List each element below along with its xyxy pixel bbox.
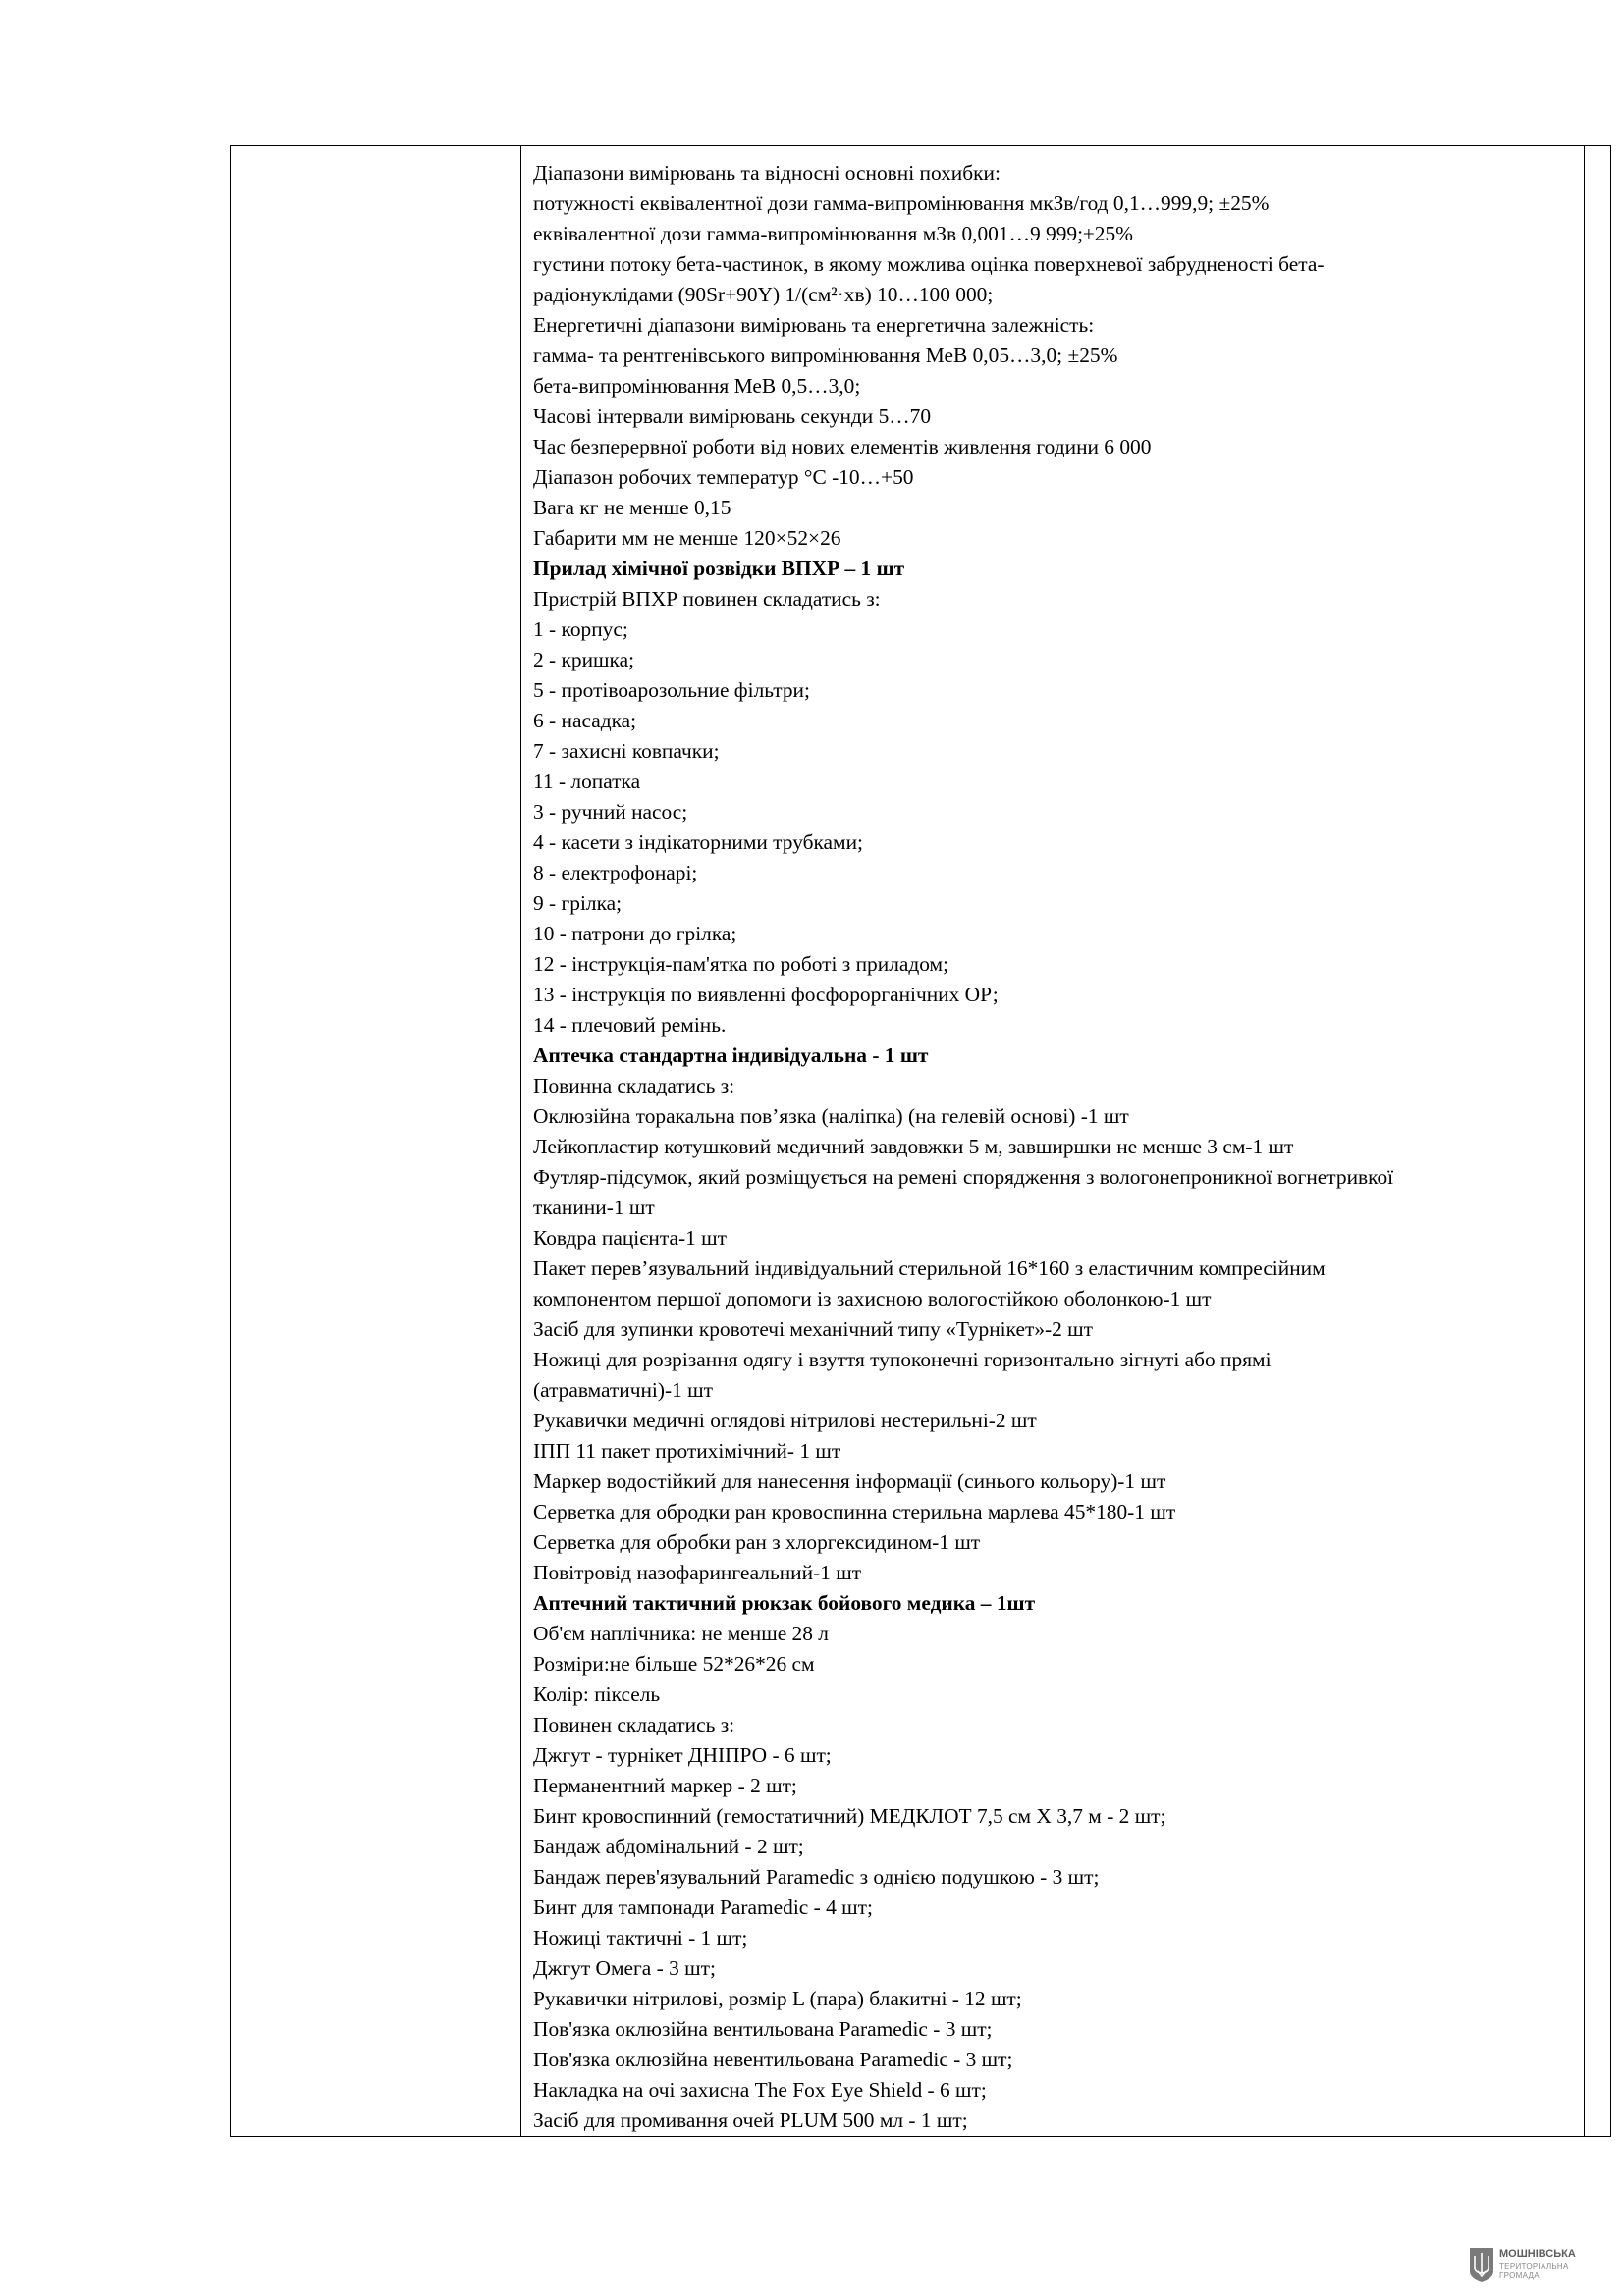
- specification-cell: [521, 146, 1585, 2137]
- text-line: Оклюзійна торакальна пов’язка (наліпка) (на гелевій основі) -1 шт: [533, 1104, 1129, 1128]
- text-line: 4 - касети з індікаторними трубками;: [533, 830, 863, 854]
- section-heading: Прилад хімічної розвідки ВПХР – 1 шт: [533, 557, 905, 580]
- table-row: [231, 146, 1611, 2137]
- text-line: Бинт для тампонади Paramedic - 4 шт;: [533, 1896, 873, 1919]
- text-line: Накладка на очі захисна The Fox Eye Shield - 6 шт;: [533, 2078, 987, 2102]
- text-line: Об'єм наплічника: не менше 28 л: [533, 1622, 829, 1645]
- item-name-cell: [231, 146, 521, 2137]
- text-line: Бинт кровоспинний (гемостатичний) МЕДКЛОТ 7,5 см Х 3,7 м - 2 шт;: [533, 1804, 1166, 1828]
- text-line: Бандаж абдомінальний - 2 шт;: [533, 1835, 804, 1858]
- text-line: Рукавички нітрилові, розмір L (пара) блакитні - 12 шт;: [533, 1987, 1022, 2010]
- section-heading: Аптечка стандартна індивідуальна - 1 шт: [533, 1043, 929, 1067]
- text-line: 12 - інструкція-пам'ятка по роботі з приладом;: [533, 952, 949, 976]
- text-line: Повинна складатись з:: [533, 1074, 735, 1097]
- text-line: (атравматичні)-1 шт: [533, 1378, 713, 1402]
- text-line: Серветка для обробки ран з хлоргексидином-1 шт: [533, 1530, 981, 1554]
- text-line: Діапазон робочих температур °С -10…+50: [533, 465, 914, 489]
- text-line: Пристрій ВПХР повинен складатись з:: [533, 587, 881, 611]
- text-line: еквівалентної дози гамма-випромінювання мЗв 0,001…9 999;±25%: [533, 222, 1133, 245]
- text-line: 13 - інструкція по виявленні фосфорорганічних ОР;: [533, 983, 999, 1006]
- text-line: Енергетичні діапазони вимірювань та енергетична залежність:: [533, 313, 1095, 337]
- section-heading: Аптечний тактичний рюкзак бойового медика – 1шт: [533, 1591, 1036, 1615]
- text-line: 5 - протівоарозольние фільтри;: [533, 678, 810, 702]
- text-line: гамма- та рентгенівського випромінювання МеВ 0,05…3,0; ±25%: [533, 344, 1118, 367]
- text-line: Засіб для зупинки кровотечі механічний типу «Турнікет»-2 шт: [533, 1317, 1093, 1341]
- text-line: Повітровід назофарингеальний-1 шт: [533, 1561, 862, 1584]
- text-line: Повинен складатись з:: [533, 1713, 735, 1736]
- text-line: Ножиці тактичні - 1 шт;: [533, 1926, 748, 1949]
- text-line: Джгут Омега - 3 шт;: [533, 1956, 716, 1980]
- text-line: Засіб для промивання очей PLUM 500 мл - 1 шт;: [533, 2109, 968, 2132]
- text-line: Колір: піксель: [533, 1682, 661, 1706]
- logo-title: МОШНІВСЬКА: [1499, 2248, 1576, 2260]
- text-line: 3 - ручний насос;: [533, 800, 688, 824]
- trident-emblem-icon: [1468, 2246, 1495, 2283]
- text-line: 14 - плечовий ремінь.: [533, 1013, 727, 1037]
- text-line: Габарити мм не менше 120×52×26: [533, 526, 841, 550]
- text-line: Серветка для обродки ран кровоспинна стерильна марлева 45*180-1 шт: [533, 1500, 1176, 1523]
- text-line: Футляр-підсумок, який розміщується на ремені спорядження з вологонепроникної вогнетривкої: [533, 1165, 1394, 1189]
- logo-subtitle-2: ГРОМАДА: [1499, 2271, 1540, 2280]
- specification-table: [230, 145, 1611, 2137]
- text-line: густини потоку бета-частинок, в якому можлива оцінка поверхневої забрудненості бета-: [533, 252, 1325, 276]
- text-line: Діапазони вимірювань та відносні основні похибки:: [533, 161, 1001, 185]
- community-logo: [1468, 2246, 1605, 2285]
- text-line: 11 - лопатка: [533, 770, 641, 793]
- text-line: Ковдра пацієнта-1 шт: [533, 1226, 727, 1250]
- text-line: Рукавички медичні оглядові нітрилові нестерильні-2 шт: [533, 1409, 1037, 1432]
- text-line: компонентом першої допомоги із захисною вологостійкою оболонкою-1 шт: [533, 1287, 1212, 1310]
- text-line: 1 - корпус;: [533, 617, 628, 641]
- text-line: 9 - грілка;: [533, 891, 623, 915]
- text-line: Джгут - турнікет ДНІПРО - 6 шт;: [533, 1743, 832, 1767]
- text-line: 6 - насадка;: [533, 709, 637, 732]
- specification-text: [521, 146, 1584, 2136]
- text-line: потужності еквівалентної дози гамма-випромінювання мкЗв/год 0,1…999,9; ±25%: [533, 191, 1270, 215]
- text-line: Ножиці для розрізання одягу і взуття тупоконечні горизонтально зігнуті або прямі: [533, 1348, 1272, 1371]
- text-line: Час безперервної роботи від нових елементів живлення години 6 000: [533, 435, 1152, 458]
- text-line: Пов'язка оклюзійна вентильована Paramedic - 3 шт;: [533, 2017, 993, 2041]
- text-line: Часові інтервали вимірювань секунди 5…70: [533, 404, 932, 428]
- text-line: тканини-1 шт: [533, 1196, 655, 1219]
- text-line: бета-випромінювання МеВ 0,5…3,0;: [533, 374, 861, 398]
- text-line: Розміри:не більше 52*26*26 см: [533, 1652, 815, 1676]
- text-line: Бандаж перев'язувальний Paramedic з однією подушкою - 3 шт;: [533, 1865, 1100, 1889]
- text-line: Лейкопластир котушковий медичний завдовжки 5 м, завширшки не менше 3 см-1 шт: [533, 1135, 1294, 1158]
- quantity-cell: [1585, 146, 1611, 2137]
- text-line: ІПП 11 пакет протихімічний- 1 шт: [533, 1439, 841, 1463]
- text-line: 10 - патрони до грілка;: [533, 922, 737, 945]
- logo-subtitle-1: ТЕРИТОРІАЛЬНА: [1499, 2262, 1569, 2270]
- text-line: Маркер водостійкий для нанесення інформації (синього кольору)-1 шт: [533, 1469, 1166, 1493]
- text-line: Перманентний маркер - 2 шт;: [533, 1774, 797, 1797]
- text-line: радіонуклідами (90Sr+90Y) 1/(см²·хв) 10…100 000;: [533, 283, 994, 306]
- text-line: Пакет перев’язувальний індивідуальний стерильной 16*160 з еластичним компресійним: [533, 1256, 1326, 1280]
- text-line: 8 - електрофонарі;: [533, 861, 698, 884]
- text-line: Вага кг не менше 0,15: [533, 496, 731, 519]
- text-line: 2 - кришка;: [533, 648, 635, 671]
- text-line: 7 - захисні ковпачки;: [533, 739, 720, 763]
- text-line: Пов'язка оклюзійна невентильована Paramedic - 3 шт;: [533, 2048, 1013, 2071]
